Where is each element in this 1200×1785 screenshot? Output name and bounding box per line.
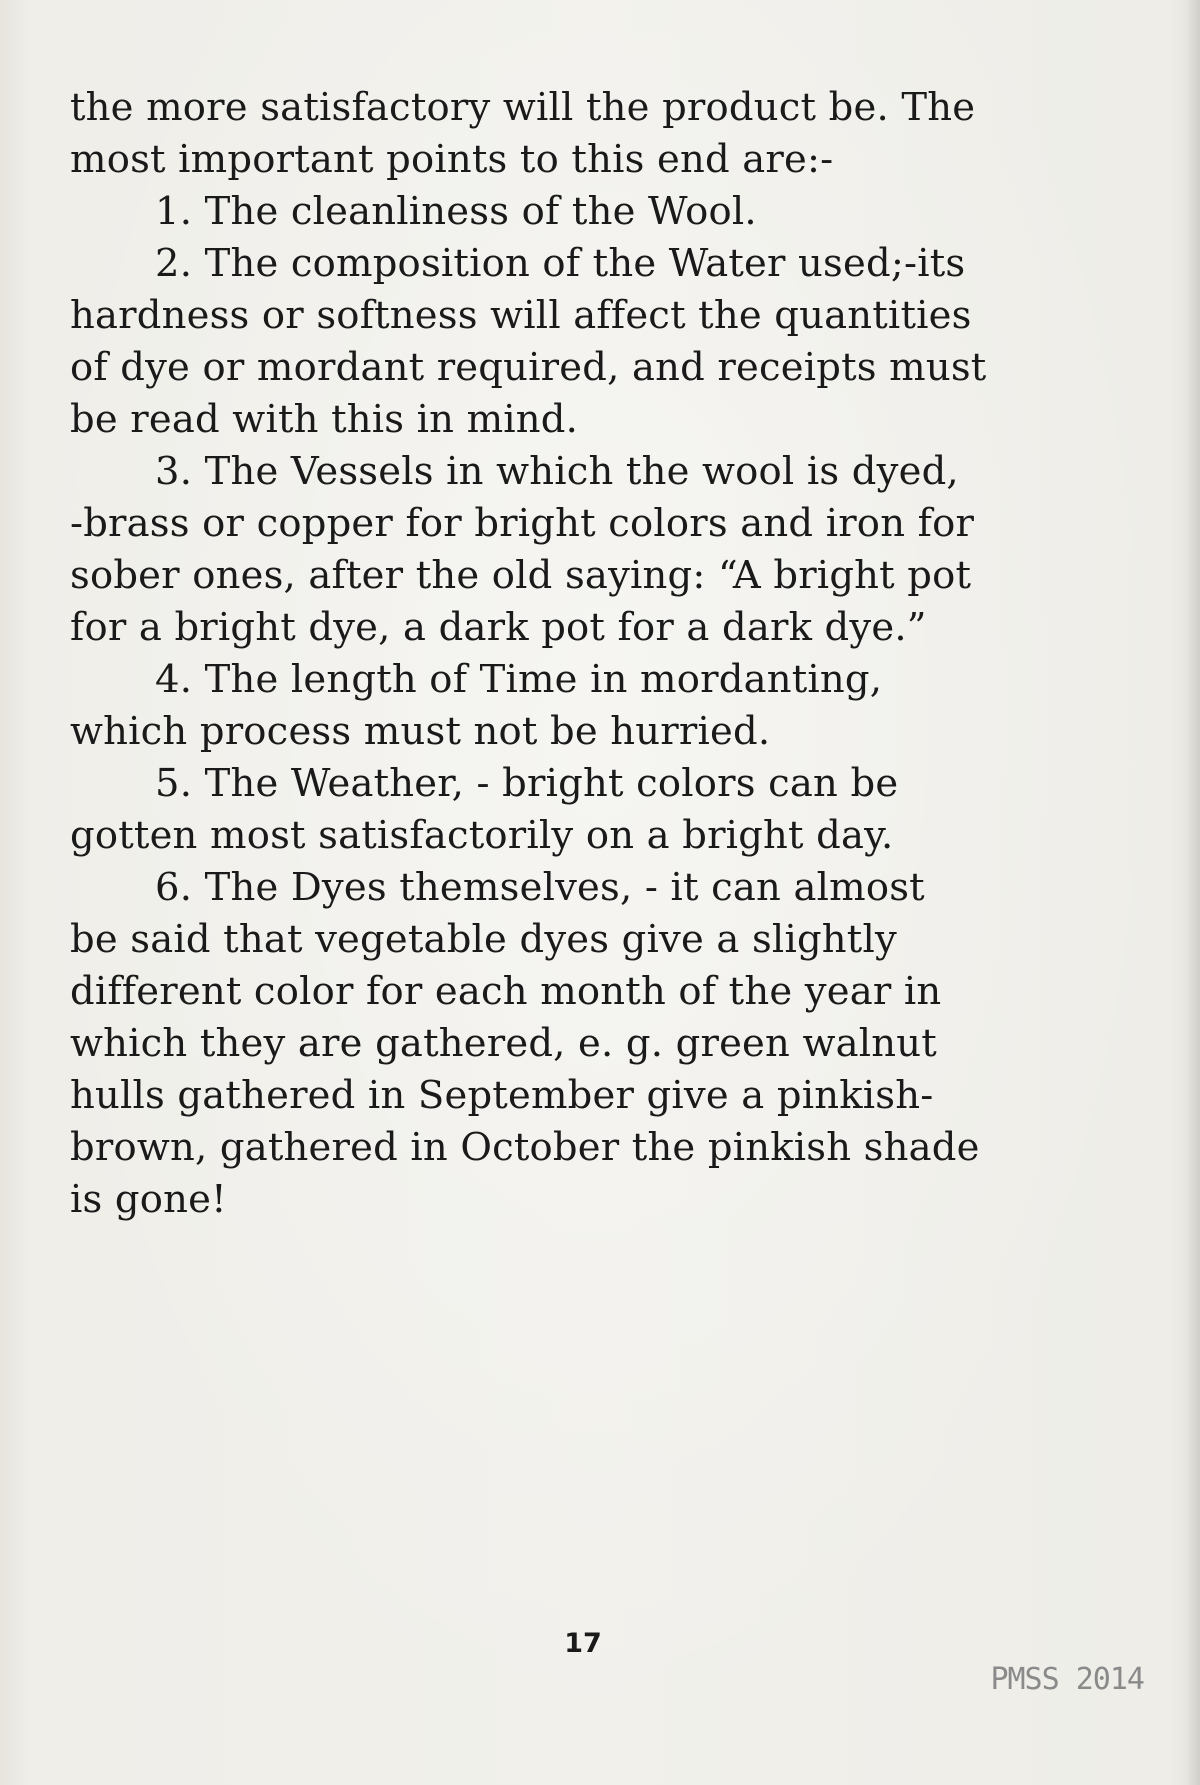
text-line: hulls gathered in September give a pinkish-	[70, 1073, 934, 1118]
text-line: which they are gathered, e. g. green walnut	[70, 1021, 937, 1066]
list-item-6: 6. The Dyes themselves, - it can almost	[155, 865, 925, 910]
text-line: the more satisfactory will the product be. The	[70, 85, 976, 130]
body-text	[70, 82, 1050, 1226]
list-item-4: 4. The length of Time in mordanting,	[155, 657, 883, 702]
text-line: of dye or mordant required, and receipts must	[70, 345, 987, 390]
watermark: PMSS 2014	[990, 1662, 1144, 1697]
text-line: is gone!	[70, 1177, 227, 1222]
text-line: most important points to this end are:-	[70, 137, 834, 182]
page-edge-shadow	[1186, 0, 1200, 1785]
list-item-3: 3. The Vessels in which the wool is dyed,	[155, 449, 959, 494]
text-line: which process must not be hurried.	[70, 709, 771, 754]
text-line: hardness or softness will affect the quantities	[70, 293, 972, 338]
text-line: sober ones, after the old saying: “A bright pot	[70, 553, 972, 598]
text-line: different color for each month of the year in	[70, 969, 942, 1014]
list-item-5: 5. The Weather, - bright colors can be	[155, 761, 899, 806]
text-line: gotten most satisfactorily on a bright day.	[70, 813, 894, 858]
text-line: be read with this in mind.	[70, 397, 579, 442]
text-line: for a bright dye, a dark pot for a dark dye.”	[70, 605, 927, 650]
page-number: 17	[564, 1628, 602, 1659]
text-line: brown, gathered in October the pinkish shade	[70, 1125, 980, 1170]
list-item-2: 2. The composition of the Water used;-its	[155, 241, 966, 286]
list-item-1: 1. The cleanliness of the Wool.	[155, 189, 757, 234]
text-line: -brass or copper for bright colors and iron for	[70, 501, 975, 546]
text-line: be said that vegetable dyes give a slightly	[70, 917, 897, 962]
